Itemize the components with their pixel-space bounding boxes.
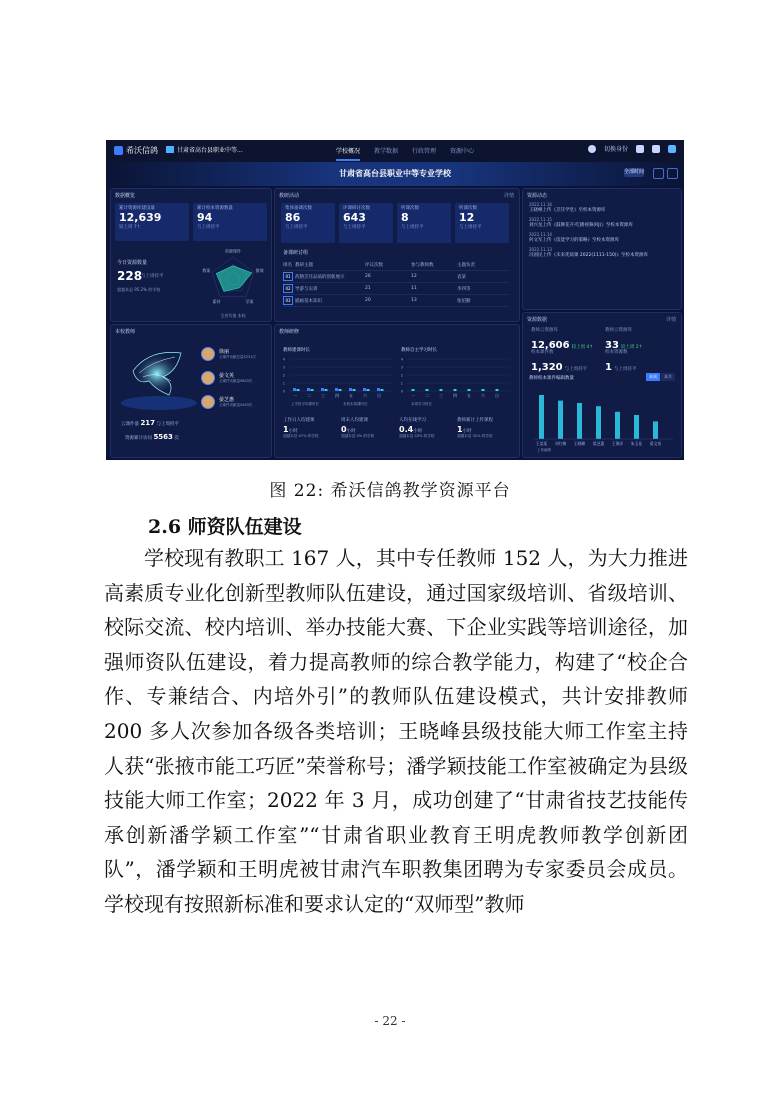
col-rank: 排名 [283, 262, 292, 268]
avatar [201, 395, 215, 409]
legend-entry: 本校本周课时长 [343, 402, 368, 406]
profile-icon[interactable] [668, 145, 676, 153]
teacher-ranking-panel [110, 324, 272, 458]
bar [440, 389, 443, 391]
rank-cell [283, 296, 295, 305]
card-value: 94 [197, 211, 213, 224]
brand-icon [114, 146, 123, 155]
panel-title: 教研活动 [279, 193, 300, 199]
rank-badge: 01 [283, 272, 293, 281]
stat-value-row [399, 425, 455, 434]
stat-label: 校本资源数 [605, 350, 628, 355]
teacher-name: 晏芝惠 [219, 397, 235, 403]
bar [307, 388, 310, 391]
stat-unit: 小时 [288, 429, 298, 434]
card-sub: 较上周 7↑ [119, 225, 141, 230]
bar [353, 389, 356, 391]
main-nav [336, 146, 474, 161]
teacher-name: 晏文英 [219, 373, 235, 379]
teacher-info [219, 348, 256, 360]
bar [615, 412, 620, 439]
resource-news-panel [522, 188, 682, 310]
bar [297, 389, 300, 391]
table-cell: 21 [365, 286, 371, 291]
bar [311, 389, 314, 391]
teacher-item[interactable] [201, 347, 256, 361]
today-note: 超越本县 95.2% 的学校 [117, 287, 161, 292]
bar [577, 403, 582, 439]
radar-label: 资源课件 [225, 248, 241, 254]
visit-stat [125, 433, 179, 441]
news-date: 2022.11.16 [529, 202, 552, 207]
research-stat-card [339, 203, 393, 243]
bar [325, 389, 328, 391]
tab-month[interactable]: 本月 [661, 373, 675, 381]
figure-caption: 图 22: 希沃信鸽教学资源平台 [269, 481, 511, 501]
card-label: 听课次数 [459, 206, 477, 211]
top-bar [106, 140, 684, 163]
news-date: 2022.11.13 [529, 247, 552, 252]
stat-unit: 小时 [462, 429, 472, 434]
card-value: 8 [401, 211, 409, 224]
card-sub: 与上周持平 [401, 225, 424, 230]
y-tick-label: 2 [282, 373, 285, 378]
x-tick-label: 五 [467, 393, 471, 398]
training-stat [341, 417, 397, 439]
table-header [283, 259, 509, 271]
stat-suffix: 与上周持平 [156, 422, 179, 427]
rank-cell [283, 284, 295, 293]
table-cell: 张伯勤 [457, 298, 471, 304]
dashboard-title: 甘肃省高台县职业中等专业学校 [339, 169, 451, 178]
rank-badge: 02 [283, 284, 293, 293]
card-label: 听课次数 [401, 206, 419, 211]
y-tick-label: 0 [400, 389, 403, 394]
card-value: 86 [285, 211, 301, 224]
stat-label: 教师云资源库 [531, 328, 558, 333]
stat-value-row [605, 355, 675, 374]
y-tick-label: 4 [400, 357, 403, 362]
col-topic: 教研主题 [295, 262, 313, 268]
stat-label: 云课件量 [121, 422, 139, 427]
stat-value: 0 [341, 425, 347, 434]
panel-title: 本校教师 [115, 329, 136, 335]
col-reviews: 评议次数 [365, 262, 383, 268]
bar [293, 388, 296, 391]
rank-cell [283, 272, 295, 281]
x-tick-label: 王晓峰 [573, 441, 586, 446]
bar [363, 388, 366, 391]
stat-label: 校本课件数 [531, 350, 554, 355]
legend-entry: 本周学习时长 [411, 402, 432, 406]
news-item[interactable] [529, 217, 659, 228]
today-label: 今日资源数量 [117, 260, 148, 266]
legend-entry: 上传编辑 [537, 448, 551, 452]
stat-sub: 与上周持平 [613, 367, 637, 372]
x-tick-label: 一 [293, 393, 297, 398]
bar [454, 389, 457, 391]
news-date: 2022.11.15 [529, 217, 552, 222]
research-activity-panel [274, 188, 520, 322]
research-table [283, 259, 509, 307]
x-tick-label: 四 [453, 393, 457, 398]
news-text: 王晓峰上传《烹饪学堂》至校本资源库 [529, 208, 606, 213]
top-tools [588, 144, 676, 153]
body-paragraph: 学校现有教职工 167 人，其中专任教师 152 人，为大力推进高素质专业化创新型教师队伍建设，通过国家级培训、省级培训、校际交流、校内培训、举办技能大赛、下企业实践等培训途径，加强师资队伍建设，着力提高教师的综合教学能力，构建了“校企合作、专兼结合、内培外引”的教师队伍建设模式，共计安排教师 200 多人次参加各级各类培训；王晓峰县级技能大师工作室主持人获“张掖市能工巧匠”荣誉称号；潘学颖技能工作室被确定为县级技能大师工作室；2022 年 3 月，成功创建了“甘肃省技艺技能传承创新潘学颖工作室”“甘肃省职业教育王明虎教师教学创新团队”，潘学颖和王明虎被甘肃汽车职教集团聘为专家委员会成员。学校现有按照新标准和要求认定的“双师型”教师 [104, 546, 688, 916]
table-cell: 26 [365, 274, 371, 279]
stat-label: 教师累计上传课程 [457, 418, 493, 423]
stat-value: 1,320 [531, 362, 563, 373]
bar [367, 389, 370, 391]
bar [634, 415, 639, 439]
wing-map-graphic [119, 341, 199, 411]
stat-label: 人均在线学习 [399, 418, 426, 423]
card-label: 累计校本资源数量 [197, 206, 233, 211]
y-tick-label: 3 [400, 365, 403, 370]
stat-value: 0.4 [399, 425, 414, 434]
avatar [201, 347, 215, 361]
card-label: 累计资源库建设量 [119, 206, 155, 211]
radar-legend: 全省均值 本校 [220, 313, 246, 318]
bar [496, 389, 499, 391]
bar [482, 389, 485, 391]
stat-sub: 超越本县 32% 的学校 [457, 434, 493, 438]
bar [335, 388, 338, 391]
table-cell: 12 [411, 274, 417, 279]
bar [381, 389, 384, 391]
y-tick-label: 3 [282, 365, 285, 370]
avatar [201, 371, 215, 385]
teacher-item[interactable] [201, 395, 252, 409]
legend-entry: 上学校平均课时长 [291, 402, 319, 406]
panel-title: 数据概览 [115, 193, 136, 199]
stat-label: 教师云资源库 [605, 328, 632, 333]
grid-icon[interactable] [636, 145, 644, 153]
stat-value: 12,606 [531, 340, 570, 351]
teacher-info [219, 372, 252, 384]
chart1-title: 教师建课时长 [283, 348, 310, 353]
x-tick-label: 刘红梅 [554, 441, 567, 446]
bar [412, 389, 415, 391]
panel-title: 资源动态 [527, 193, 548, 199]
panel-title: 教师研修 [279, 329, 300, 335]
stat-sub: 超越本县 0% 的学校 [341, 434, 375, 438]
stat-sub: 与上周持平 [564, 367, 588, 372]
stat-value-row [341, 425, 397, 434]
teacher-name: 徐丽 [219, 349, 230, 355]
bar [596, 406, 601, 439]
table-cell: 13 [411, 298, 417, 303]
training-stat [399, 417, 455, 439]
school-resource-card [193, 203, 267, 241]
table-row[interactable] [283, 271, 509, 283]
x-tick-label: 二 [307, 393, 311, 398]
card-sub: 与上周持平 [343, 225, 366, 230]
bar [539, 395, 544, 439]
x-tick-label: 四 [335, 393, 339, 398]
cloud-courseware-stat [121, 419, 179, 427]
stat-sub: 超越本县 43% 的学校 [399, 434, 435, 438]
today-sub: 与上周持平 [141, 274, 164, 279]
resource-data-panel [522, 312, 682, 458]
y-tick-label: 0 [282, 389, 285, 394]
table-cell: 11 [411, 286, 417, 291]
courseware-bar-chart [527, 383, 677, 453]
rank-badge: 03 [283, 296, 293, 305]
table-row[interactable] [283, 283, 509, 295]
time-filter-dropdown[interactable]: 全部时间 [624, 169, 645, 175]
stat-sub: 较上周 2↑ [620, 345, 643, 350]
stat-unit: 小时 [346, 429, 356, 434]
card-value: 643 [343, 211, 366, 224]
bar [468, 389, 471, 391]
x-tick-label: 日 [495, 393, 499, 398]
nav-tab-resources[interactable]: 资源中心 [450, 148, 475, 155]
x-tick-label: 六 [481, 393, 485, 398]
school-icon [166, 146, 174, 153]
table-cell: 李四等 [457, 286, 471, 292]
fullscreen-icon[interactable] [667, 168, 678, 179]
bar [349, 388, 352, 391]
x-tick-label: 一 [411, 393, 415, 398]
tab-week[interactable]: 本周 [646, 373, 660, 381]
table-cell: 药膳烹饪品质的创新展示 [295, 274, 345, 280]
school-selector[interactable] [166, 145, 243, 154]
section-heading: 2.6 师资队伍建设 [148, 516, 302, 538]
switch-identity-link[interactable]: 切换身份 [603, 146, 628, 153]
platform-screenshot [106, 140, 684, 460]
teacher-sub: 云课件贡献量9803次 [219, 379, 253, 383]
x-tick-label: 五 [349, 393, 353, 398]
news-list [529, 202, 659, 262]
news-text: 何文军上传《技能学习的策略》至校本资源库 [529, 238, 619, 243]
stat-suffix: 次 [174, 436, 179, 441]
resource-stat [531, 349, 601, 374]
teaching-time-charts [281, 355, 513, 409]
news-text: 冯国民上传《未来优质课 2022(1111-150)》至校本资源库 [529, 253, 649, 258]
training-stat [457, 417, 513, 439]
col-teachers: 参与教师数 [411, 262, 434, 268]
teacher-training-panel [274, 324, 520, 458]
period-tabs [646, 373, 675, 381]
news-item[interactable] [529, 202, 659, 213]
bar [558, 401, 563, 439]
export-icon[interactable] [653, 168, 664, 179]
panel-title: 资源数据 [527, 317, 548, 323]
y-tick-label: 2 [400, 373, 403, 378]
table-row[interactable] [283, 295, 509, 307]
stat-label: 工作日人均建课 [283, 418, 315, 423]
dashboard-banner [106, 162, 684, 186]
y-tick-label: 1 [282, 381, 285, 386]
table-title: 备课研讨组 [283, 250, 309, 256]
x-tick-label: 晏文英 [649, 441, 662, 446]
card-sub: 与上周持平 [285, 225, 308, 230]
teacher-sub: 云课件贡献总量5231次 [219, 355, 256, 359]
radar-label: 教案 [202, 267, 211, 273]
x-tick-label: 三 [321, 393, 325, 398]
x-tick-label: 晏芝惠 [592, 441, 605, 446]
bar [339, 389, 342, 391]
news-date: 2022.11.14 [529, 232, 552, 237]
nav-tab-admin[interactable]: 行政管理 [412, 148, 437, 155]
x-tick-label: 王某某 [535, 441, 548, 446]
bar [377, 388, 380, 391]
data-overview-panel [110, 188, 272, 322]
stat-value: 1 [457, 425, 463, 434]
table-cell: 导游与实训 [295, 286, 318, 292]
brand-logo[interactable] [114, 145, 158, 156]
teacher-item[interactable] [201, 371, 252, 385]
radar-label: 素材 [212, 299, 221, 305]
details-link[interactable]: 详情 [665, 317, 676, 323]
stat-value: 1 [605, 362, 612, 373]
research-stat-card [397, 203, 451, 243]
stat-value-row [457, 425, 513, 434]
radar-label: 微课 [255, 267, 264, 273]
card-sub: 与上周持平 [459, 225, 482, 230]
card-value: 12,639 [119, 211, 162, 224]
card-label: 评课研讨次数 [343, 206, 370, 211]
news-text: 刘兴龙上传《鼓舞花开·吃播视频(RJ)》至校本资源库 [529, 223, 633, 228]
teacher-info [219, 396, 252, 408]
card-sub: 与上周持平 [197, 225, 220, 230]
stat-unit: 小时 [413, 429, 423, 434]
table-cell: 20 [365, 298, 371, 303]
page-number: - 22 - [374, 1014, 406, 1028]
training-stat [283, 417, 339, 439]
card-value: 12 [459, 211, 475, 224]
table-cell: 袁某 [457, 274, 466, 280]
message-icon[interactable] [652, 145, 660, 153]
details-link[interactable]: 详情 [503, 193, 514, 199]
stat-label: 资源累计访问 [125, 436, 152, 441]
bar [653, 421, 658, 439]
nav-tab-teaching[interactable]: 教学数据 [374, 148, 399, 155]
school-selector-label: 甘肃省高台县职业中等... [177, 147, 243, 154]
stat-value-row [531, 355, 601, 374]
today-value: 228 [117, 269, 143, 283]
bar [321, 388, 324, 391]
bar-chart-title: 教师校本课件编辑数量 [529, 376, 574, 381]
x-tick-label: 二 [425, 393, 429, 398]
nav-tab-overview[interactable]: 学校概况 [336, 146, 360, 161]
radar-area [216, 266, 252, 292]
stat-sub: 超越本县 47% 的学校 [283, 434, 319, 438]
research-stat-card [455, 203, 509, 243]
bar [426, 389, 429, 391]
brand-name: 希沃信鸽 [126, 146, 158, 155]
y-tick-label: 1 [400, 381, 403, 386]
teacher-sub: 云课件贡献量5403次 [219, 403, 253, 407]
x-tick-label: 王海洋 [611, 441, 624, 446]
x-tick-label: 日 [377, 393, 381, 398]
resource-total-card [115, 203, 189, 241]
stat-label: 周末人均建课 [341, 418, 368, 423]
x-tick-label: 朱玉佳 [630, 441, 643, 446]
news-item[interactable] [529, 247, 659, 258]
news-item[interactable] [529, 232, 659, 243]
user-avatar-icon[interactable] [588, 145, 596, 153]
stat-value-row [283, 425, 339, 434]
y-tick-label: 4 [282, 357, 285, 362]
chart2-title: 教师自主学习时长 [401, 348, 437, 353]
x-tick-label: 六 [363, 393, 367, 398]
resource-stat [605, 349, 675, 374]
card-label: 集体备课次数 [285, 206, 312, 211]
x-tick-label: 三 [439, 393, 443, 398]
stat-value: 217 [140, 419, 156, 427]
col-owner: 主题负责 [457, 262, 475, 268]
radar-label: 学案 [245, 299, 254, 305]
stat-value: 33 [605, 340, 619, 351]
research-stat-card [281, 203, 335, 243]
stat-value: 1 [283, 425, 289, 434]
table-cell: 插画基本知识 [295, 298, 322, 304]
resource-radar-chart [197, 247, 269, 319]
stat-sub: 较上周 4↑ [571, 345, 594, 350]
stat-value: 5563 [153, 433, 173, 441]
